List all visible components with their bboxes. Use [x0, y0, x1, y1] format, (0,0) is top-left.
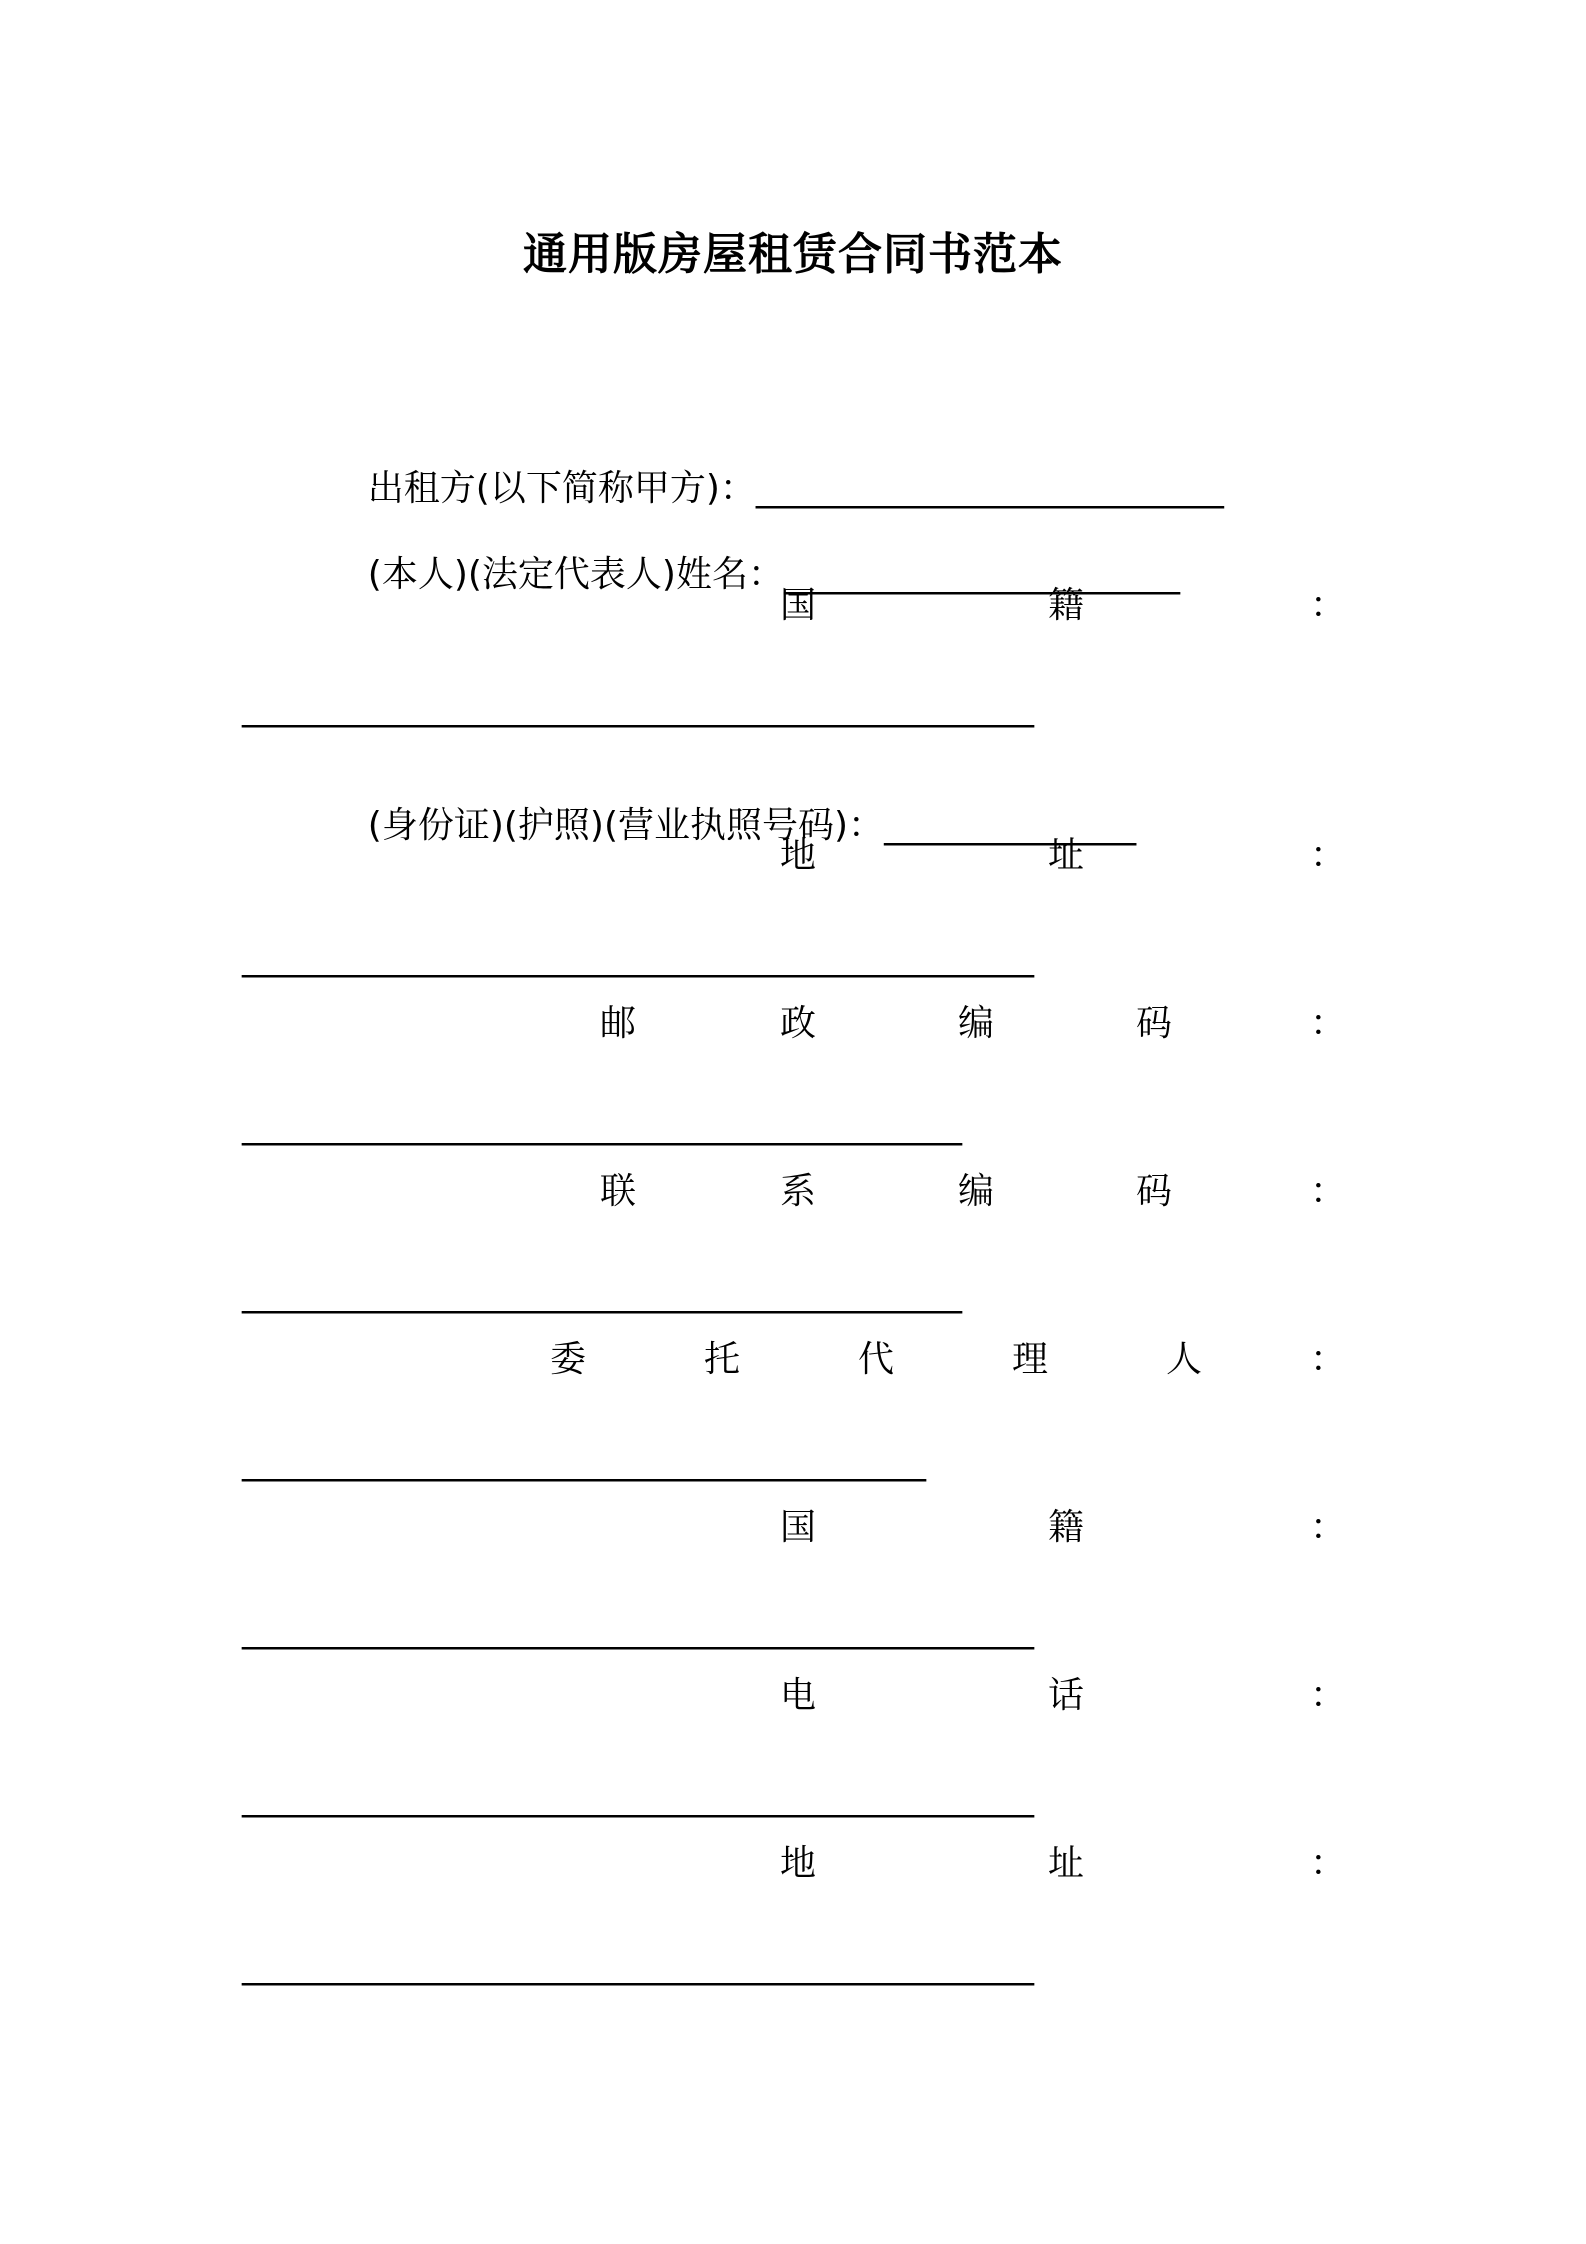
- nationality-colon-1: ：: [1310, 585, 1347, 626]
- agent-colon: ：: [1310, 1339, 1347, 1380]
- agent-char-4: 理: [1012, 1339, 1049, 1380]
- agent-char-1: 委: [550, 1339, 587, 1380]
- id-number-label: (身份证)(护照)(营业执照号码)：: [367, 805, 885, 846]
- address-char-1: 地: [780, 1843, 817, 1884]
- address-char-2: 址: [1048, 835, 1085, 876]
- agent-char-5: 人: [1166, 1339, 1203, 1380]
- nationality-blank-1: ____________________________________________: [242, 687, 1034, 728]
- nationality-colon-2: ：: [1310, 1507, 1347, 1548]
- agent-blank: ______________________________________: [242, 1441, 926, 1482]
- agent-char-2: 托: [704, 1339, 741, 1380]
- name-blank: ______________________: [783, 554, 1180, 595]
- postcode-char-3: 编: [958, 1003, 995, 1044]
- contact-code-char-4: 码: [1136, 1171, 1173, 1212]
- postcode-colon: ：: [1310, 1003, 1347, 1044]
- postcode-char-1: 邮: [600, 1003, 637, 1044]
- contact-code-char-3: 编: [958, 1171, 995, 1212]
- phone-char-2: 话: [1048, 1675, 1085, 1716]
- contact-code-blank: ________________________________________: [242, 1273, 962, 1314]
- nationality-char-2: 籍: [1048, 585, 1085, 626]
- id-number-blank: ______________: [884, 805, 1137, 846]
- address-blank-1: ____________________________________________: [242, 937, 1034, 978]
- nationality-blank-2: ____________________________________________: [242, 1609, 1034, 1650]
- contact-code-colon: ：: [1310, 1171, 1347, 1212]
- address-blank-2: ____________________________________________: [242, 1945, 1034, 1986]
- phone-colon: ：: [1310, 1675, 1347, 1716]
- contact-code-char-1: 联: [600, 1171, 637, 1212]
- agent-char-3: 代: [858, 1339, 895, 1380]
- contact-code-char-2: 系: [780, 1171, 817, 1212]
- address-colon-2: ：: [1310, 1843, 1347, 1884]
- nationality-char-1: 国: [780, 1507, 817, 1548]
- lessor-label: 出租方(以下简称甲方)：: [367, 468, 756, 509]
- postcode-char-2: 政: [780, 1003, 817, 1044]
- name-label: (本人)(法定代表人)姓名：: [367, 554, 784, 595]
- address-char-1: 地: [780, 835, 817, 876]
- phone-char-1: 电: [780, 1675, 817, 1716]
- phone-blank: ____________________________________________: [242, 1777, 1034, 1818]
- postcode-char-4: 码: [1136, 1003, 1173, 1044]
- address-colon-1: ：: [1310, 835, 1347, 876]
- lessor-blank: __________________________: [755, 468, 1224, 509]
- document-title: 通用版房屋租赁合同书范本: [523, 229, 1063, 280]
- nationality-char-2: 籍: [1048, 1507, 1085, 1548]
- nationality-char-1: 国: [780, 585, 817, 626]
- address-char-2: 址: [1048, 1843, 1085, 1884]
- id-number-field: [322, 754, 1136, 898]
- postcode-blank: ________________________________________: [242, 1105, 962, 1146]
